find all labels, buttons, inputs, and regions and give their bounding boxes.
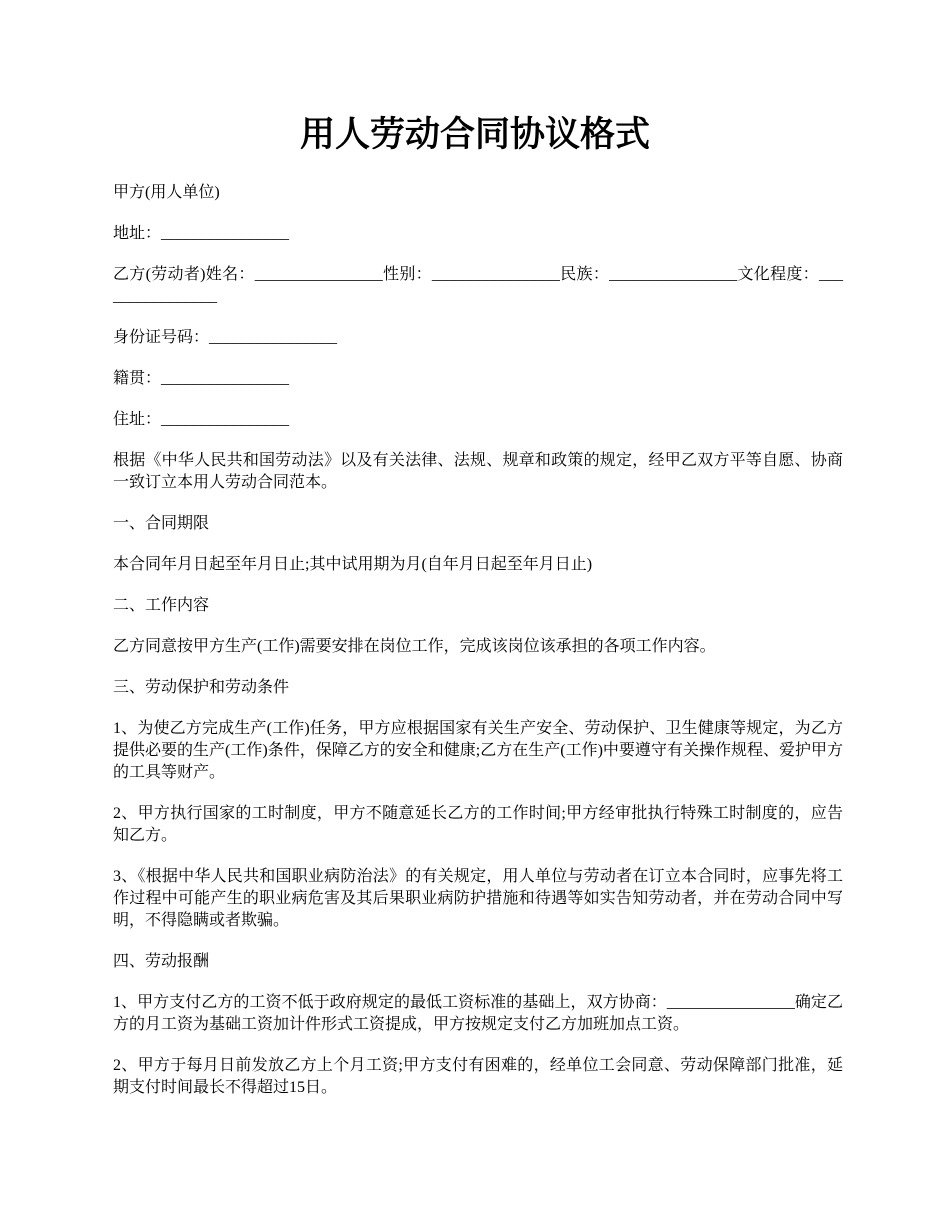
pay-clause-1: 1、甲方支付乙方的工资不低于政府规定的最低工资标准的基础上，双方协商：________________确定乙方的月工资为基础工资加计件形式工资提成，甲方按规定支付乙方加班加点工资。: [113, 994, 843, 1033]
document-body: [113, 182, 843, 1118]
preamble-paragraph: 根据《中华人民共和国劳动法》以及有关法律、法规、规章和政策的规定，经甲乙双方平等自愿、协商一致订立本用人劳动合同范本。: [113, 452, 843, 491]
protection-clause-2: 2、甲方执行国家的工时制度，甲方不随意延长乙方的工作时间;甲方经审批执行特殊工时制度的，应告知乙方。: [113, 805, 843, 844]
id-number-field: 身份证号码：________________: [113, 329, 338, 346]
work-paragraph: 乙方同意按甲方生产(工作)需要安排在岗位工作，完成该岗位该承担的各项工作内容。: [113, 638, 716, 655]
address-field: 地址：________________: [113, 225, 290, 242]
protection-clause-3: 3、《根据中华人民共和国职业病防治法》的有关规定，用人单位与劳动者在订立本合同时，应事先将工作过程中可能产生的职业病危害及其后果职业病防护措施和待遇等如实告知劳动者，并在劳动合同中写明，不得隐瞒或者欺骗。: [113, 868, 843, 929]
document-title: 用人劳动合同协议格式: [299, 114, 650, 155]
section-heading-protection: 三、劳动保护和劳动条件: [113, 679, 290, 696]
party-b-info: 乙方(劳动者)姓名：________________性别：________________民族：________________文化程度：________________: [113, 266, 843, 305]
section-heading-work: 二、工作内容: [113, 597, 210, 614]
residence-field: 住址：________________: [113, 411, 290, 428]
party-a-label: 甲方(用人单位): [113, 184, 220, 201]
protection-clause-1: 1、为使乙方完成生产(工作)任务，甲方应根据国家有关生产安全、劳动保护、卫生健康等规定，为乙方提供必要的生产(工作)条件，保障乙方的安全和健康;乙方在生产(工作)中要遵守有关操作规程、爱护甲方的工具等财产。: [113, 720, 843, 781]
term-paragraph: 本合同年月日起至年月日止;其中试用期为月(自年月日起至年月日止): [113, 556, 593, 573]
section-heading-pay: 四、劳动报酬: [113, 953, 210, 970]
pay-clause-2: 2、甲方于每月日前发放乙方上个月工资;甲方支付有困难的，经单位工会同意、劳动保障部门批准，延期支付时间最长不得超过15日。: [113, 1057, 843, 1096]
section-heading-term: 一、合同期限: [113, 515, 210, 532]
native-place-field: 籍贯：________________: [113, 370, 290, 387]
